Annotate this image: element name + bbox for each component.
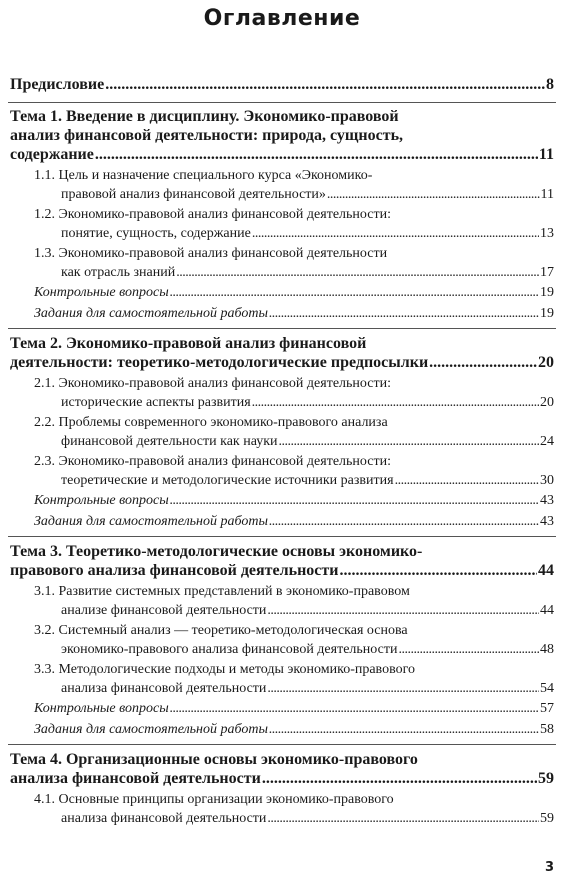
entry-last-line (61, 434, 554, 450)
entry-page-number: 24 (540, 433, 554, 449)
entry-last-line (10, 146, 554, 164)
entry-last-line (61, 473, 554, 489)
entry-page-number: 20 (538, 354, 554, 371)
entry-text-line: 2.3. Экономико-правовой анализ финансовой деятельности: (34, 454, 391, 469)
dot-leader (279, 434, 539, 450)
entry-page-number: 58 (540, 721, 554, 737)
entry-text: правовой анализ финансовой деятельности» (61, 186, 326, 202)
entry-page-number: 20 (540, 394, 554, 410)
entry-text: правового анализа финансовой деятельности (10, 562, 339, 579)
entry-page-number: 44 (538, 562, 554, 579)
toc-entry-preface[interactable] (10, 76, 554, 95)
entry-text-line: 3.1. Развитие системных представлений в экономико-правовом (34, 584, 410, 599)
entry-page-number: 44 (540, 602, 554, 618)
entry-text: анализа финансовой деятельности (10, 770, 261, 787)
entry-last-line (61, 811, 554, 827)
entry-text: Задания для самостоятельной работы (34, 513, 268, 529)
entry-page-number: 11 (538, 146, 554, 163)
dot-leader (176, 265, 539, 281)
entry-page-number: 48 (540, 641, 554, 657)
entry-text-line: Тема 4. Организационные основы экономико-правового (10, 751, 418, 768)
entry-last-line (10, 76, 554, 94)
entry-page-number: 59 (538, 770, 554, 787)
entry-last-line (34, 285, 554, 301)
entry-text: Контрольные вопросы (34, 701, 169, 716)
entry-last-line (61, 395, 554, 411)
toc-entry-topic[interactable] (10, 751, 554, 789)
toc-entry-topic[interactable] (10, 543, 554, 581)
entry-text: Контрольные вопросы (34, 285, 169, 300)
entry-last-line (34, 701, 554, 717)
toc-entry-control-questions[interactable] (34, 493, 554, 512)
dot-leader (267, 681, 539, 697)
toc-entry-tasks[interactable] (34, 306, 554, 325)
section-divider (8, 328, 556, 329)
dot-leader (252, 395, 539, 411)
dot-leader (170, 285, 539, 301)
entry-page-number: 43 (540, 513, 554, 529)
entry-text-line: 1.3. Экономико-правовой анализ финансовой деятельности (34, 246, 388, 261)
entry-page-number: 54 (540, 680, 554, 696)
section-divider (8, 102, 556, 103)
entry-last-line (10, 562, 554, 580)
entry-last-line (61, 187, 554, 203)
entry-page-number: 19 (540, 305, 554, 321)
entry-last-line (34, 306, 554, 322)
page-title: Оглавление (203, 6, 361, 31)
toc-entry-subsection[interactable] (34, 168, 554, 205)
entry-last-line (61, 603, 554, 619)
dot-leader (398, 642, 539, 658)
toc-entry-subsection[interactable] (34, 792, 554, 829)
toc-entry-subsection[interactable] (34, 376, 554, 413)
entry-last-line (61, 642, 554, 658)
entry-text: Контрольные вопросы (34, 493, 169, 508)
toc-entry-subsection[interactable] (34, 454, 554, 491)
entry-text-line: 3.2. Системный анализ — теоретико-методологическая основа (34, 623, 408, 638)
entry-page-number: 43 (540, 493, 554, 508)
entry-last-line (34, 493, 554, 509)
entry-text-line: 1.2. Экономико-правовой анализ финансовой деятельности: (34, 207, 391, 222)
dot-leader (327, 187, 540, 203)
dot-leader (267, 603, 539, 619)
entry-text: Предисловие (10, 76, 105, 93)
entry-last-line (34, 722, 554, 738)
toc-entry-topic[interactable] (10, 335, 554, 373)
entry-text: как отрасль знаний (61, 264, 176, 280)
entry-last-line (61, 265, 554, 281)
section-divider (8, 536, 556, 537)
entry-text: Задания для самостоятельной работы (34, 721, 268, 737)
dot-leader (269, 306, 539, 322)
entry-text: теоретические и методологические источники развития (61, 472, 394, 488)
toc-entry-subsection[interactable] (34, 584, 554, 621)
dot-leader (252, 226, 539, 242)
entry-text-line: 1.1. Цель и назначение специального курса «Экономико- (34, 168, 373, 183)
toc-entry-control-questions[interactable] (34, 285, 554, 304)
toc-entry-subsection[interactable] (34, 246, 554, 283)
entry-text: исторические аспекты развития (61, 394, 251, 410)
entry-page-number: 59 (540, 810, 554, 826)
entry-page-number: 17 (540, 264, 554, 280)
dot-leader (269, 722, 539, 738)
entry-text-line: 4.1. Основные принципы организации экономико-правового (34, 792, 394, 807)
dot-leader (105, 76, 545, 94)
dot-leader (269, 514, 539, 530)
entry-page-number: 11 (540, 186, 554, 202)
section-divider (8, 744, 556, 745)
dot-leader (339, 562, 537, 580)
entry-text: содержание (10, 146, 94, 163)
entry-last-line (61, 681, 554, 697)
entry-text: Задания для самостоятельной работы (34, 305, 268, 321)
entry-text: деятельности: теоретико-методологические предпосылки (10, 354, 429, 371)
entry-text-line: Тема 3. Теоретико-методологические основы экономико- (10, 543, 423, 560)
toc-entry-topic[interactable] (10, 108, 554, 165)
entry-last-line (34, 514, 554, 530)
entry-last-line (61, 226, 554, 242)
entry-page-number: 8 (546, 76, 554, 93)
toc-entry-control-questions[interactable] (34, 701, 554, 720)
page-number: 3 (544, 860, 554, 875)
dot-leader (170, 701, 539, 717)
entry-text-line: 3.3. Методологические подходы и методы экономико-правового (34, 662, 415, 677)
entry-page-number: 19 (540, 285, 554, 300)
toc-entry-subsection[interactable] (34, 207, 554, 244)
entry-text: анализа финансовой деятельности (61, 810, 267, 826)
entry-last-line (10, 354, 554, 372)
entry-page-number: 13 (540, 225, 554, 241)
entry-text-line: 2.2. Проблемы современного экономико-правового анализа (34, 415, 388, 430)
entry-page-number: 30 (540, 472, 554, 488)
dot-leader (267, 811, 539, 827)
entry-text-line: анализ финансовой деятельности: природа, сущность, (10, 127, 404, 144)
entry-text: финансовой деятельности как науки (61, 433, 278, 449)
dot-leader (395, 473, 539, 489)
entry-text-line: Тема 1. Введение в дисциплину. Экономико-правовой (10, 108, 399, 125)
entry-page-number: 57 (540, 701, 554, 716)
dot-leader (95, 146, 538, 164)
toc-entry-subsection[interactable] (34, 662, 554, 699)
dot-leader (170, 493, 539, 509)
entry-text: анализе финансовой деятельности (61, 602, 267, 618)
toc-entry-tasks[interactable] (34, 722, 554, 741)
toc-entry-subsection[interactable] (34, 415, 554, 452)
entry-text-line: Тема 2. Экономико-правовой анализ финансовой (10, 335, 367, 352)
entry-text: понятие, сущность, содержание (61, 225, 251, 241)
toc-entry-tasks[interactable] (34, 514, 554, 533)
dot-leader (429, 354, 537, 372)
entry-text-line: 2.1. Экономико-правовой анализ финансовой деятельности: (34, 376, 391, 391)
toc-entry-subsection[interactable] (34, 623, 554, 660)
entry-last-line (10, 770, 554, 788)
dot-leader (262, 770, 537, 788)
entry-text: анализа финансовой деятельности (61, 680, 267, 696)
entry-text: экономико-правового анализа финансовой деятельности (61, 641, 398, 657)
